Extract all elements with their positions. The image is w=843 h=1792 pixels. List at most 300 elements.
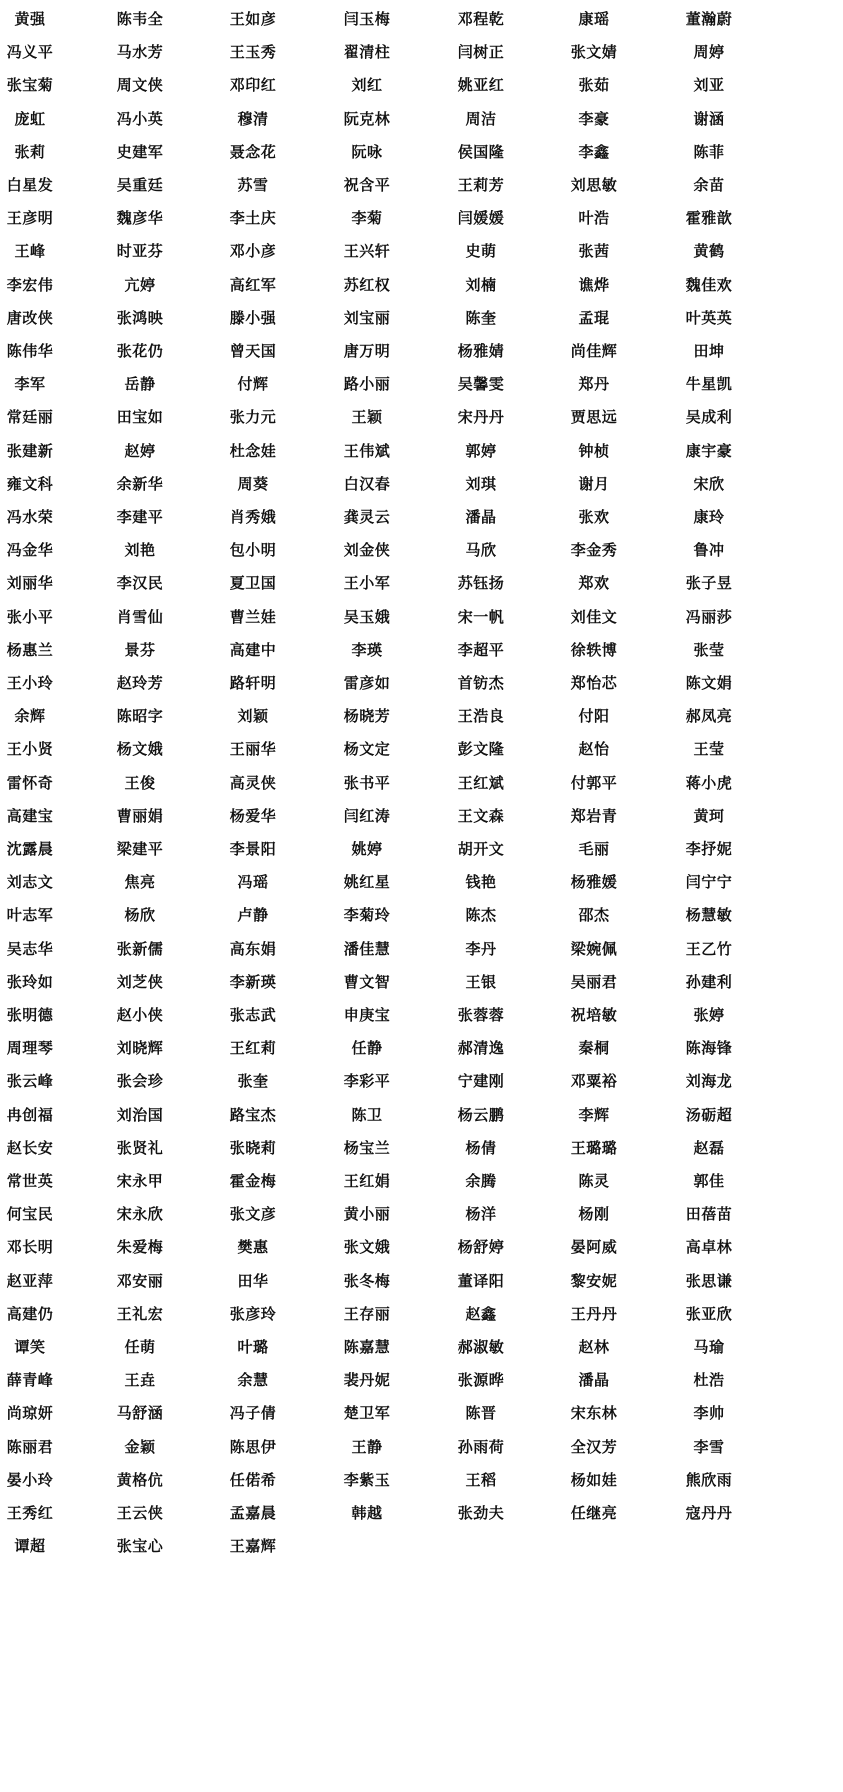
name-cell: 宋永欣 xyxy=(116,1205,164,1224)
name-cell: 张力元 xyxy=(229,408,277,427)
name-cell: 王银 xyxy=(465,972,497,991)
name-cell: 王小军 xyxy=(343,574,391,593)
name-cell: 路宝杰 xyxy=(229,1105,277,1124)
name-cell: 张彦玲 xyxy=(229,1304,277,1323)
name-cell: 郑岩青 xyxy=(570,806,618,825)
name-cell: 王如彦 xyxy=(229,10,277,28)
name-cell: 首钫杰 xyxy=(457,674,505,692)
name-cell: 陈晋 xyxy=(465,1404,497,1423)
name-cell: 杜念娃 xyxy=(229,441,277,460)
name-cell: 姚婷 xyxy=(351,840,383,858)
name-cell: 刘红 xyxy=(351,76,383,95)
name-cell: 吴玉娥 xyxy=(343,607,391,626)
name-cell: 王秀红 xyxy=(6,1504,54,1522)
name-cell: 杨倩 xyxy=(465,1138,497,1157)
name-cell: 张亚欣 xyxy=(685,1304,733,1323)
name-cell: 杨舒婷 xyxy=(457,1238,505,1257)
name-cell: 陈文娟 xyxy=(685,674,733,692)
name-cell: 孟嘉晨 xyxy=(229,1504,277,1522)
name-cell: 张宝心 xyxy=(116,1537,164,1556)
name-cell: 高灵侠 xyxy=(229,773,277,792)
name-cell: 高建中 xyxy=(229,640,277,659)
name-cell: 邓程乾 xyxy=(457,10,505,28)
name-cell: 曹丽娟 xyxy=(116,806,164,825)
name-cell: 王峰 xyxy=(14,242,46,261)
name-cell: 李雪 xyxy=(693,1437,725,1456)
name-cell: 庞虹 xyxy=(14,109,46,128)
name-cell: 付阳 xyxy=(578,707,610,726)
name-cell: 曹文智 xyxy=(343,972,391,991)
name-cell: 张宝菊 xyxy=(6,76,54,95)
name-cell: 邓安丽 xyxy=(116,1271,164,1290)
name-cell: 魏佳欢 xyxy=(685,275,733,294)
name-cell: 刘丽华 xyxy=(6,574,54,593)
name-cell: 张建新 xyxy=(6,441,54,460)
name-cell: 潘晶 xyxy=(465,508,497,526)
name-cell: 常廷丽 xyxy=(6,408,54,427)
name-cell: 肖雪仙 xyxy=(116,607,164,626)
name-cell: 张书平 xyxy=(343,773,391,792)
name-cell: 田宝如 xyxy=(116,408,164,427)
name-cell: 宋一帆 xyxy=(457,607,505,626)
name-cell: 何宝民 xyxy=(6,1205,54,1224)
name-cell: 牛星凯 xyxy=(685,375,733,394)
name-cell: 付郭平 xyxy=(570,773,618,792)
name-cell: 赵林 xyxy=(578,1338,610,1356)
name-cell: 刘颖 xyxy=(237,707,269,726)
name-cell: 薛青峰 xyxy=(6,1371,54,1390)
name-cell: 冯金华 xyxy=(6,541,54,560)
name-cell: 王莹 xyxy=(693,740,725,759)
name-cell: 任静 xyxy=(351,1039,383,1058)
name-cell: 闫媛媛 xyxy=(457,209,505,228)
name-cell: 李景阳 xyxy=(229,840,277,858)
name-cell: 樊惠 xyxy=(237,1238,269,1257)
name-cell: 叶志军 xyxy=(6,906,54,925)
name-cell: 周文侠 xyxy=(116,76,164,95)
name-cell: 雷彦如 xyxy=(343,674,391,692)
name-cell: 刘艳 xyxy=(124,541,156,560)
name-cell: 宋丹丹 xyxy=(457,408,505,427)
name-cell: 陈伟华 xyxy=(6,342,54,360)
name-cell: 周婷 xyxy=(693,43,725,62)
name-cell: 李军 xyxy=(14,375,46,394)
name-cell: 王红娟 xyxy=(343,1172,391,1190)
name-cell: 孙建利 xyxy=(685,972,733,991)
name-cell: 王丽华 xyxy=(229,740,277,759)
name-cell: 韩越 xyxy=(351,1504,383,1522)
name-cell: 翟清柱 xyxy=(343,43,391,62)
name-cell: 赵小侠 xyxy=(116,1006,164,1024)
name-cell: 王红斌 xyxy=(457,773,505,792)
name-cell: 王小玲 xyxy=(6,674,54,692)
name-cell: 张花仍 xyxy=(116,342,164,360)
name-cell: 时亚芬 xyxy=(116,242,164,261)
name-cell: 宁建刚 xyxy=(457,1072,505,1091)
name-cell: 刘宝丽 xyxy=(343,308,391,327)
name-cell: 宋欣 xyxy=(693,474,725,493)
name-cell: 路轩明 xyxy=(229,674,277,692)
name-cell: 叶浩 xyxy=(578,209,610,228)
name-cell: 郝清逸 xyxy=(457,1039,505,1058)
name-cell: 吴重廷 xyxy=(116,176,164,194)
name-cell: 杨洋 xyxy=(465,1205,497,1224)
name-cell: 赵玲芳 xyxy=(116,674,164,692)
name-cell: 高红军 xyxy=(229,275,277,294)
name-cell: 任萌 xyxy=(124,1338,156,1356)
name-cell: 唐万明 xyxy=(343,342,391,360)
name-cell: 高卓林 xyxy=(685,1238,733,1257)
name-cell: 白汉春 xyxy=(343,474,391,493)
name-cell: 晏阿威 xyxy=(570,1238,618,1257)
name-cell: 赵磊 xyxy=(693,1138,725,1157)
name-cell: 雷怀奇 xyxy=(6,773,54,792)
name-cell: 孙雨荷 xyxy=(457,1437,505,1456)
name-cell: 常世英 xyxy=(6,1172,54,1190)
name-cell: 谢月 xyxy=(578,474,610,493)
name-cell: 魏彦华 xyxy=(116,209,164,228)
name-cell: 张蓉蓉 xyxy=(457,1006,505,1024)
name-cell: 杨雅媛 xyxy=(570,873,618,892)
name-cell: 王璐璐 xyxy=(570,1138,618,1157)
name-cell: 吴馨雯 xyxy=(457,375,505,394)
name-cell: 孟琨 xyxy=(578,308,610,327)
name-cell: 闫红涛 xyxy=(343,806,391,825)
name-cell: 贾思远 xyxy=(570,408,618,427)
name-cell: 寇丹丹 xyxy=(685,1504,733,1522)
name-cell: 周洁 xyxy=(465,109,497,128)
name-cell: 刘芝侠 xyxy=(116,972,164,991)
name-cell: 曹兰娃 xyxy=(229,607,277,626)
name-cell: 祝培敏 xyxy=(570,1006,618,1024)
name-cell: 黄珂 xyxy=(693,806,725,825)
name-cell: 周理琴 xyxy=(6,1039,54,1058)
name-cell: 阮克林 xyxy=(343,109,391,128)
name-cell: 马水芳 xyxy=(116,43,164,62)
name-cell: 陈韦全 xyxy=(116,10,164,28)
name-cell: 吴丽君 xyxy=(570,972,618,991)
name-cell: 李鑫 xyxy=(578,142,610,161)
name-cell: 杨雅婧 xyxy=(457,342,505,360)
name-cell: 冯义平 xyxy=(6,43,54,62)
name-cell: 谭笑 xyxy=(14,1338,46,1356)
name-cell: 朱爱梅 xyxy=(116,1238,164,1257)
name-cell: 冯子倩 xyxy=(229,1404,277,1423)
name-cell: 陈思伊 xyxy=(229,1437,277,1456)
name-cell: 王文森 xyxy=(457,806,505,825)
name-cell: 梁建平 xyxy=(116,840,164,858)
name-cell: 郭佳 xyxy=(693,1172,725,1190)
name-cell: 王颖 xyxy=(351,408,383,427)
name-cell: 王伟斌 xyxy=(343,441,391,460)
name-cell: 刘亚 xyxy=(693,76,725,95)
name-cell: 陈卫 xyxy=(351,1105,383,1124)
name-cell: 张欢 xyxy=(578,508,610,526)
name-cell: 黄强 xyxy=(14,10,46,28)
name-cell: 王稻 xyxy=(465,1470,497,1489)
name-cell: 苏钰扬 xyxy=(457,574,505,593)
name-cell: 李彩平 xyxy=(343,1072,391,1091)
name-cell: 李菊 xyxy=(351,209,383,228)
name-cell: 黄格伉 xyxy=(116,1470,164,1489)
name-cell: 白星发 xyxy=(6,176,54,194)
name-cell: 霍雅歆 xyxy=(685,209,733,228)
name-cell: 陈菲 xyxy=(693,142,725,161)
name-cell: 张鸿映 xyxy=(116,308,164,327)
name-cell: 张冬梅 xyxy=(343,1271,391,1290)
name-cell: 郑欢 xyxy=(578,574,610,593)
name-cell: 冯小英 xyxy=(116,109,164,128)
name-cell: 张文娥 xyxy=(343,1238,391,1257)
name-cell: 杜浩 xyxy=(693,1371,725,1390)
name-cell: 张茹 xyxy=(578,76,610,95)
name-cell: 陈嘉慧 xyxy=(343,1338,391,1356)
name-cell: 张莹 xyxy=(693,640,725,659)
name-cell: 张小平 xyxy=(6,607,54,626)
name-cell: 宋永甲 xyxy=(116,1172,164,1190)
name-cell: 秦桐 xyxy=(578,1039,610,1058)
name-cell: 彭文隆 xyxy=(457,740,505,759)
name-cell: 路小丽 xyxy=(343,375,391,394)
name-cell: 唐改侠 xyxy=(6,308,54,327)
name-cell: 叶璐 xyxy=(237,1338,269,1356)
name-cell: 陈昭字 xyxy=(116,707,164,726)
name-cell: 尚佳辉 xyxy=(570,342,618,360)
name-cell: 杨如娃 xyxy=(570,1470,618,1489)
name-cell: 王丹丹 xyxy=(570,1304,618,1323)
name-cell: 曾天国 xyxy=(229,342,277,360)
name-cell: 田华 xyxy=(237,1271,269,1290)
name-cell: 祝含平 xyxy=(343,176,391,194)
name-cell: 邓印红 xyxy=(229,76,277,95)
name-cell: 胡开文 xyxy=(457,840,505,858)
name-cell: 雍文科 xyxy=(6,474,54,493)
name-cell: 张晓莉 xyxy=(229,1138,277,1157)
name-cell: 李瑛 xyxy=(351,640,383,659)
name-cell: 谢涵 xyxy=(693,109,725,128)
name-cell: 杨惠兰 xyxy=(6,640,54,659)
name-cell: 聂念花 xyxy=(229,142,277,161)
name-cell: 晏小玲 xyxy=(6,1470,54,1489)
name-cell: 申庚宝 xyxy=(343,1006,391,1024)
name-cell: 郑丹 xyxy=(578,375,610,394)
name-cell: 景芬 xyxy=(124,640,156,659)
name-cell: 刘琪 xyxy=(465,474,497,493)
name-cell: 梁婉佩 xyxy=(570,939,618,958)
name-cell: 刘治国 xyxy=(116,1105,164,1124)
name-cell: 李豪 xyxy=(578,109,610,128)
name-cell: 张玲如 xyxy=(6,972,54,991)
name-cell: 全汉芳 xyxy=(570,1437,618,1456)
name-cell: 钟桢 xyxy=(578,441,610,460)
name-cell: 肖秀娥 xyxy=(229,508,277,526)
name-cell: 郑怡芯 xyxy=(570,674,618,692)
name-cell: 谭超 xyxy=(14,1537,46,1556)
name-cell: 刘晓辉 xyxy=(116,1039,164,1058)
name-cell: 刘志文 xyxy=(6,873,54,892)
name-cell: 任继亮 xyxy=(570,1504,618,1522)
name-cell: 黄小丽 xyxy=(343,1205,391,1224)
name-cell: 郝凤亮 xyxy=(685,707,733,726)
name-cell: 王红莉 xyxy=(229,1039,277,1058)
name-cell: 史萌 xyxy=(465,242,497,261)
name-cell: 蒋小虎 xyxy=(685,773,733,792)
name-cell: 金颖 xyxy=(124,1437,156,1456)
name-cell: 熊欣雨 xyxy=(685,1470,733,1489)
name-cell: 陈丽君 xyxy=(6,1437,54,1456)
name-cell: 任偌希 xyxy=(229,1470,277,1489)
name-cell: 穆清 xyxy=(237,109,269,128)
name-cell: 王小贤 xyxy=(6,740,54,759)
name-cell: 陈海锋 xyxy=(685,1039,733,1058)
name-cell: 邓小彦 xyxy=(229,242,277,261)
name-cell: 邓长明 xyxy=(6,1238,54,1257)
name-cell: 史建军 xyxy=(116,142,164,161)
name-cell: 王彦明 xyxy=(6,209,54,228)
name-cell: 周葵 xyxy=(237,474,269,493)
name-cell: 汤砺超 xyxy=(685,1105,733,1124)
name-cell: 张奎 xyxy=(237,1072,269,1091)
name-cell: 康瑶 xyxy=(578,10,610,28)
name-cell: 李金秀 xyxy=(570,541,618,560)
name-cell: 谯烨 xyxy=(578,275,610,294)
name-cell: 陈杰 xyxy=(465,906,497,925)
name-cell: 李菊玲 xyxy=(343,906,391,925)
name-cell: 余苗 xyxy=(693,176,725,194)
name-cell: 王礼宏 xyxy=(116,1304,164,1323)
name-cell: 余新华 xyxy=(116,474,164,493)
name-cell: 张文婧 xyxy=(570,43,618,62)
name-cell: 王嘉辉 xyxy=(229,1537,277,1556)
name-cell: 张源晔 xyxy=(457,1371,505,1390)
name-cell: 余辉 xyxy=(14,707,46,726)
name-cell: 叶英英 xyxy=(685,308,733,327)
name-cell: 张志武 xyxy=(229,1006,277,1024)
name-cell: 王浩良 xyxy=(457,707,505,726)
name-cell: 霍金梅 xyxy=(229,1172,277,1190)
name-cell: 高东娟 xyxy=(229,939,277,958)
name-cell: 杨刚 xyxy=(578,1205,610,1224)
name-cell: 闫宁宁 xyxy=(685,873,733,892)
name-cell: 康宇豪 xyxy=(685,441,733,460)
name-cell: 张贤礼 xyxy=(116,1138,164,1157)
name-cell: 马瑜 xyxy=(693,1338,725,1356)
name-cell: 王乙竹 xyxy=(685,939,733,958)
name-cell: 冯水荣 xyxy=(6,508,54,526)
name-cell: 冯丽莎 xyxy=(685,607,733,626)
name-cell: 田蓓苗 xyxy=(685,1205,733,1224)
name-cell: 马欣 xyxy=(465,541,497,560)
name-cell: 张子昱 xyxy=(685,574,733,593)
name-cell: 王俊 xyxy=(124,773,156,792)
name-cell: 李土庆 xyxy=(229,209,277,228)
name-cell: 邓粟裕 xyxy=(570,1072,618,1091)
name-cell: 鲁冲 xyxy=(693,541,725,560)
name-cell: 徐轶博 xyxy=(570,640,618,659)
name-cell: 包小明 xyxy=(229,541,277,560)
name-cell: 杨晓芳 xyxy=(343,707,391,726)
name-cell: 李超平 xyxy=(457,640,505,659)
name-cell: 姚亚红 xyxy=(457,76,505,95)
name-cell: 黎安妮 xyxy=(570,1271,618,1290)
name-cell: 杨爱华 xyxy=(229,806,277,825)
name-cell: 陈灵 xyxy=(578,1172,610,1190)
name-cell: 龚灵云 xyxy=(343,508,391,526)
name-cell: 张茜 xyxy=(578,242,610,261)
name-cell: 付辉 xyxy=(237,375,269,394)
name-cell: 楚卫军 xyxy=(343,1404,391,1423)
name-cell: 王存丽 xyxy=(343,1304,391,1323)
name-cell: 赵怡 xyxy=(578,740,610,759)
name-cell: 王玉秀 xyxy=(229,43,277,62)
name-cell: 刘金侠 xyxy=(343,541,391,560)
name-cell: 董译阳 xyxy=(457,1271,505,1290)
name-cell: 阮咏 xyxy=(351,142,383,161)
name-cell: 张文彦 xyxy=(229,1205,277,1224)
name-cell: 黄鹤 xyxy=(693,242,725,261)
name-cell: 苏红权 xyxy=(343,275,391,294)
name-cell: 郝淑敏 xyxy=(457,1338,505,1356)
name-cell: 田坤 xyxy=(693,342,725,360)
name-cell: 李新瑛 xyxy=(229,972,277,991)
name-cell: 陈奎 xyxy=(465,308,497,327)
name-cell: 张婷 xyxy=(693,1006,725,1024)
name-cell: 邵杰 xyxy=(578,906,610,925)
name-cell: 沈露晨 xyxy=(6,840,54,858)
name-cell: 张明德 xyxy=(6,1006,54,1024)
name-cell: 李帅 xyxy=(693,1404,725,1423)
name-cell: 王云侠 xyxy=(116,1504,164,1522)
name-cell: 张会珍 xyxy=(116,1072,164,1091)
name-cell: 冉创福 xyxy=(6,1105,54,1124)
name-cell: 赵婷 xyxy=(124,441,156,460)
name-cell: 夏卫国 xyxy=(229,574,277,593)
name-cell: 董瀚蔚 xyxy=(685,10,733,28)
name-cell: 王莉芳 xyxy=(457,176,505,194)
name-cell: 康玲 xyxy=(693,508,725,526)
name-cell: 尚琼妍 xyxy=(6,1404,54,1423)
name-cell: 裴丹妮 xyxy=(343,1371,391,1390)
name-cell: 高建宝 xyxy=(6,806,54,825)
name-cell: 李紫玉 xyxy=(343,1470,391,1489)
name-cell: 马舒涵 xyxy=(116,1404,164,1423)
name-cell: 潘晶 xyxy=(578,1371,610,1390)
name-cell: 亢婷 xyxy=(124,275,156,294)
name-cell: 余慧 xyxy=(237,1371,269,1390)
name-cell: 赵鑫 xyxy=(465,1304,497,1323)
name-cell: 张新儒 xyxy=(116,939,164,958)
name-cell: 杨文娥 xyxy=(116,740,164,759)
name-cell: 苏雪 xyxy=(237,176,269,194)
name-cell: 高建仍 xyxy=(6,1304,54,1323)
name-cell: 刘海龙 xyxy=(685,1072,733,1091)
name-cell: 吴成利 xyxy=(685,408,733,427)
name-cell: 张劲夫 xyxy=(457,1504,505,1522)
name-cell: 赵长安 xyxy=(6,1138,54,1157)
name-cell: 刘楠 xyxy=(465,275,497,294)
name-cell: 杨云鹏 xyxy=(457,1105,505,1124)
name-cell: 刘佳文 xyxy=(570,607,618,626)
name-cell: 张思谦 xyxy=(685,1271,733,1290)
name-cell: 卢静 xyxy=(237,906,269,925)
name-cell: 赵亚萍 xyxy=(6,1271,54,1290)
name-cell: 王垚 xyxy=(124,1371,156,1390)
name-cell: 岳静 xyxy=(124,375,156,394)
name-cell: 姚红星 xyxy=(343,873,391,892)
name-cell: 李建平 xyxy=(116,508,164,526)
name-cell: 李丹 xyxy=(465,939,497,958)
name-cell: 冯瑶 xyxy=(237,873,269,892)
